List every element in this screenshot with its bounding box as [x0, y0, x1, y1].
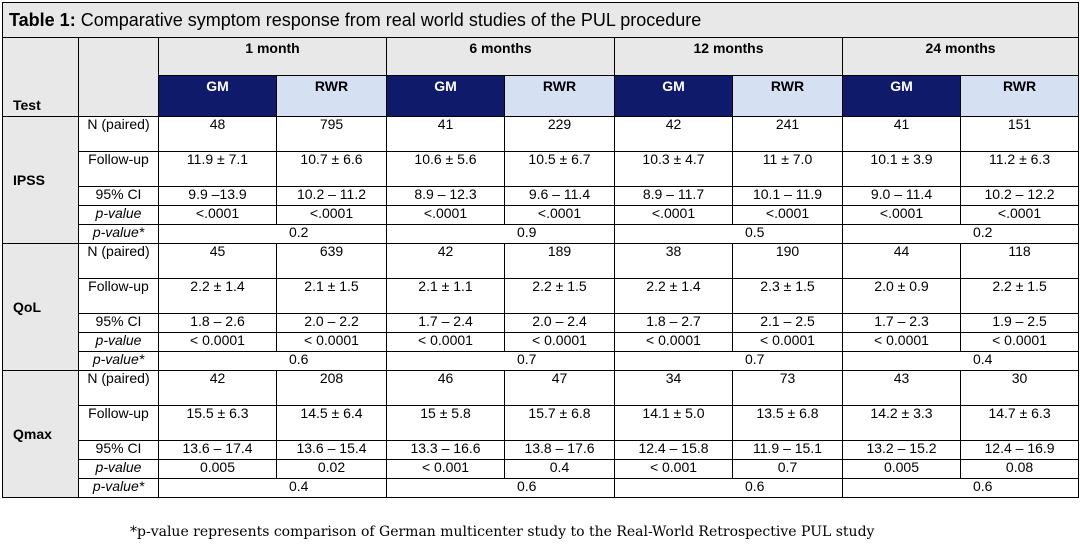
row-label: N (paired) — [79, 244, 159, 279]
value-cell: 2.2 ± 1.5 — [961, 279, 1079, 314]
value-cell: 1.8 – 2.6 — [159, 314, 277, 333]
comparison-p-value: 0.6 — [517, 478, 537, 494]
comparison-p-value-cell — [387, 225, 615, 244]
period-header-row — [3, 38, 1079, 76]
value-cell: 11.9 ± 7.1 — [159, 152, 277, 187]
value-cell: 2.1 ± 1.5 — [277, 279, 387, 314]
gm-group-header: GM — [843, 76, 961, 117]
comparison-p-value: 0.7 — [745, 351, 765, 367]
value-cell: < 0.0001 — [387, 333, 505, 352]
value-cell: 2.0 – 2.4 — [505, 314, 615, 333]
rwr-group-header: RWR — [277, 76, 387, 117]
table-row — [3, 406, 1079, 441]
value-cell: <.0001 — [387, 206, 505, 225]
value-cell: 9.9 –13.9 — [159, 187, 277, 206]
row-label: p-value* — [79, 225, 159, 244]
test-column-header: Test — [3, 38, 79, 117]
value-cell: 190 — [733, 244, 843, 279]
row-label: Follow-up — [79, 152, 159, 187]
comparison-p-value: 0.6 — [973, 478, 993, 494]
row-label: 95% CI — [79, 314, 159, 333]
gm-group-header: GM — [159, 76, 277, 117]
value-cell: 10.5 ± 6.7 — [505, 152, 615, 187]
value-cell: 0.02 — [277, 460, 387, 479]
comparison-p-value: 0.4 — [973, 351, 993, 367]
value-cell: 2.0 ± 0.9 — [843, 279, 961, 314]
period-header: 1 month — [159, 38, 387, 76]
comparison-p-value-cell — [159, 479, 387, 498]
value-cell: < 0.001 — [387, 460, 505, 479]
label-column-header — [79, 38, 159, 117]
value-cell: <.0001 — [615, 206, 733, 225]
value-cell: 1.8 – 2.7 — [615, 314, 733, 333]
gm-group-header: GM — [615, 76, 733, 117]
value-cell: 10.1 – 11.9 — [733, 187, 843, 206]
value-cell: 46 — [387, 371, 505, 406]
value-cell: 41 — [387, 117, 505, 152]
value-cell: 2.2 ± 1.4 — [615, 279, 733, 314]
value-cell: 9.6 – 11.4 — [505, 187, 615, 206]
value-cell: 13.6 – 15.4 — [277, 441, 387, 460]
comparison-p-value-cell — [387, 352, 615, 371]
comparison-p-value: 0.6 — [289, 351, 309, 367]
table-row — [3, 479, 1079, 498]
comparison-p-value: 0.9 — [517, 224, 537, 240]
value-cell: 151 — [961, 117, 1079, 152]
value-cell: 34 — [615, 371, 733, 406]
value-cell: 41 — [843, 117, 961, 152]
value-cell: 42 — [159, 371, 277, 406]
value-cell: 8.9 – 11.7 — [615, 187, 733, 206]
value-cell: 0.4 — [505, 460, 615, 479]
rwr-group-header: RWR — [505, 76, 615, 117]
value-cell: 14.2 ± 3.3 — [843, 406, 961, 441]
value-cell: 15.5 ± 6.3 — [159, 406, 277, 441]
group-header-row — [3, 76, 1079, 117]
value-cell: 0.005 — [843, 460, 961, 479]
value-cell: 10.1 ± 3.9 — [843, 152, 961, 187]
comparison-p-value-cell — [615, 352, 843, 371]
table-footnote: *p-value represents comparison of German multicenter study to the Real-World Retrospective PUL study — [130, 524, 875, 540]
value-cell: 1.7 – 2.4 — [387, 314, 505, 333]
value-cell: 11.9 – 15.1 — [733, 441, 843, 460]
value-cell: 13.5 ± 6.8 — [733, 406, 843, 441]
value-cell: 30 — [961, 371, 1079, 406]
table-title-label: Table 1: — [9, 9, 76, 30]
table-row — [3, 225, 1079, 244]
rwr-group-header: RWR — [961, 76, 1079, 117]
value-cell: 0.7 — [733, 460, 843, 479]
value-cell: 12.4 – 15.8 — [615, 441, 733, 460]
value-cell: 42 — [387, 244, 505, 279]
value-cell: < 0.0001 — [615, 333, 733, 352]
comparison-p-value-cell — [843, 225, 1079, 244]
value-cell: 10.2 – 12.2 — [961, 187, 1079, 206]
value-cell: 795 — [277, 117, 387, 152]
value-cell: 11.2 ± 6.3 — [961, 152, 1079, 187]
table-row — [3, 187, 1079, 206]
value-cell: < 0.0001 — [505, 333, 615, 352]
comparison-p-value-cell — [159, 352, 387, 371]
row-label: Follow-up — [79, 406, 159, 441]
test-name: Qmax — [3, 371, 79, 498]
row-label: p-value* — [79, 352, 159, 371]
value-cell: <.0001 — [961, 206, 1079, 225]
gm-group-header: GM — [387, 76, 505, 117]
table-row — [3, 371, 1079, 406]
table-row — [3, 279, 1079, 314]
value-cell: 48 — [159, 117, 277, 152]
value-cell: 13.6 – 17.4 — [159, 441, 277, 460]
value-cell: 44 — [843, 244, 961, 279]
value-cell: 189 — [505, 244, 615, 279]
document-page — [2, 2, 1078, 540]
value-cell: < 0.0001 — [277, 333, 387, 352]
value-cell: 13.2 – 15.2 — [843, 441, 961, 460]
value-cell: 42 — [615, 117, 733, 152]
table-row — [3, 333, 1079, 352]
value-cell: < 0.001 — [615, 460, 733, 479]
value-cell: 14.7 ± 6.3 — [961, 406, 1079, 441]
table-row — [3, 352, 1079, 371]
row-label: p-value* — [79, 479, 159, 498]
comparison-p-value-cell — [615, 225, 843, 244]
value-cell: 8.9 – 12.3 — [387, 187, 505, 206]
comparison-p-value-cell — [615, 479, 843, 498]
test-name: QoL — [3, 244, 79, 371]
value-cell: 10.6 ± 5.6 — [387, 152, 505, 187]
value-cell: <.0001 — [505, 206, 615, 225]
value-cell: 2.1 ± 1.1 — [387, 279, 505, 314]
value-cell: < 0.0001 — [843, 333, 961, 352]
value-cell: 639 — [277, 244, 387, 279]
value-cell: <.0001 — [733, 206, 843, 225]
row-label: p-value — [79, 206, 159, 225]
value-cell: 0.08 — [961, 460, 1079, 479]
value-cell: < 0.0001 — [961, 333, 1079, 352]
table-row — [3, 460, 1079, 479]
value-cell: 2.1 – 2.5 — [733, 314, 843, 333]
table-title-row — [3, 3, 1079, 38]
value-cell: 73 — [733, 371, 843, 406]
value-cell: 2.3 ± 1.5 — [733, 279, 843, 314]
value-cell: 229 — [505, 117, 615, 152]
value-cell: < 0.0001 — [159, 333, 277, 352]
test-name: IPSS — [3, 117, 79, 244]
period-header: 12 months — [615, 38, 843, 76]
value-cell: 1.9 – 2.5 — [961, 314, 1079, 333]
row-label: N (paired) — [79, 371, 159, 406]
comparison-p-value-cell — [159, 225, 387, 244]
value-cell: 11 ± 7.0 — [733, 152, 843, 187]
value-cell: 43 — [843, 371, 961, 406]
value-cell: 14.1 ± 5.0 — [615, 406, 733, 441]
value-cell: 118 — [961, 244, 1079, 279]
row-label: 95% CI — [79, 441, 159, 460]
row-label: p-value — [79, 333, 159, 352]
value-cell: 12.4 – 16.9 — [961, 441, 1079, 460]
table-row — [3, 117, 1079, 152]
value-cell: 10.3 ± 4.7 — [615, 152, 733, 187]
value-cell: 2.0 – 2.2 — [277, 314, 387, 333]
value-cell: 0.005 — [159, 460, 277, 479]
comparison-p-value: 0.2 — [973, 224, 993, 240]
value-cell: <.0001 — [159, 206, 277, 225]
comparison-p-value-cell — [843, 479, 1079, 498]
table-row — [3, 244, 1079, 279]
comparison-p-value-cell — [387, 479, 615, 498]
value-cell: 10.7 ± 6.6 — [277, 152, 387, 187]
row-label: N (paired) — [79, 117, 159, 152]
table-row — [3, 314, 1079, 333]
value-cell: 241 — [733, 117, 843, 152]
value-cell: 2.2 ± 1.5 — [505, 279, 615, 314]
row-label: Follow-up — [79, 279, 159, 314]
table-title-text: Comparative symptom response from real world studies of the PUL procedure — [75, 9, 702, 30]
comparison-p-value-cell — [843, 352, 1079, 371]
value-cell: <.0001 — [277, 206, 387, 225]
comparison-p-value: 0.6 — [745, 478, 765, 494]
value-cell: 2.2 ± 1.4 — [159, 279, 277, 314]
comparison-p-value: 0.7 — [517, 351, 537, 367]
value-cell: 47 — [505, 371, 615, 406]
value-cell: 9.0 – 11.4 — [843, 187, 961, 206]
row-label: p-value — [79, 460, 159, 479]
comparison-p-value: 0.4 — [289, 478, 309, 494]
table-title — [3, 3, 1079, 38]
row-label: 95% CI — [79, 187, 159, 206]
comparison-p-value: 0.5 — [745, 224, 765, 240]
table-row — [3, 441, 1079, 460]
value-cell: 13.3 – 16.6 — [387, 441, 505, 460]
value-cell: 14.5 ± 6.4 — [277, 406, 387, 441]
symptom-response-table — [2, 2, 1079, 498]
rwr-group-header: RWR — [733, 76, 843, 117]
value-cell: 45 — [159, 244, 277, 279]
period-header: 24 months — [843, 38, 1079, 76]
table-row — [3, 152, 1079, 187]
value-cell: <.0001 — [843, 206, 961, 225]
value-cell: < 0.0001 — [733, 333, 843, 352]
value-cell: 38 — [615, 244, 733, 279]
comparison-p-value: 0.2 — [289, 224, 309, 240]
value-cell: 13.8 – 17.6 — [505, 441, 615, 460]
period-header: 6 months — [387, 38, 615, 76]
table-row — [3, 206, 1079, 225]
value-cell: 10.2 – 11.2 — [277, 187, 387, 206]
value-cell: 15.7 ± 6.8 — [505, 406, 615, 441]
value-cell: 15 ± 5.8 — [387, 406, 505, 441]
value-cell: 208 — [277, 371, 387, 406]
value-cell: 1.7 – 2.3 — [843, 314, 961, 333]
